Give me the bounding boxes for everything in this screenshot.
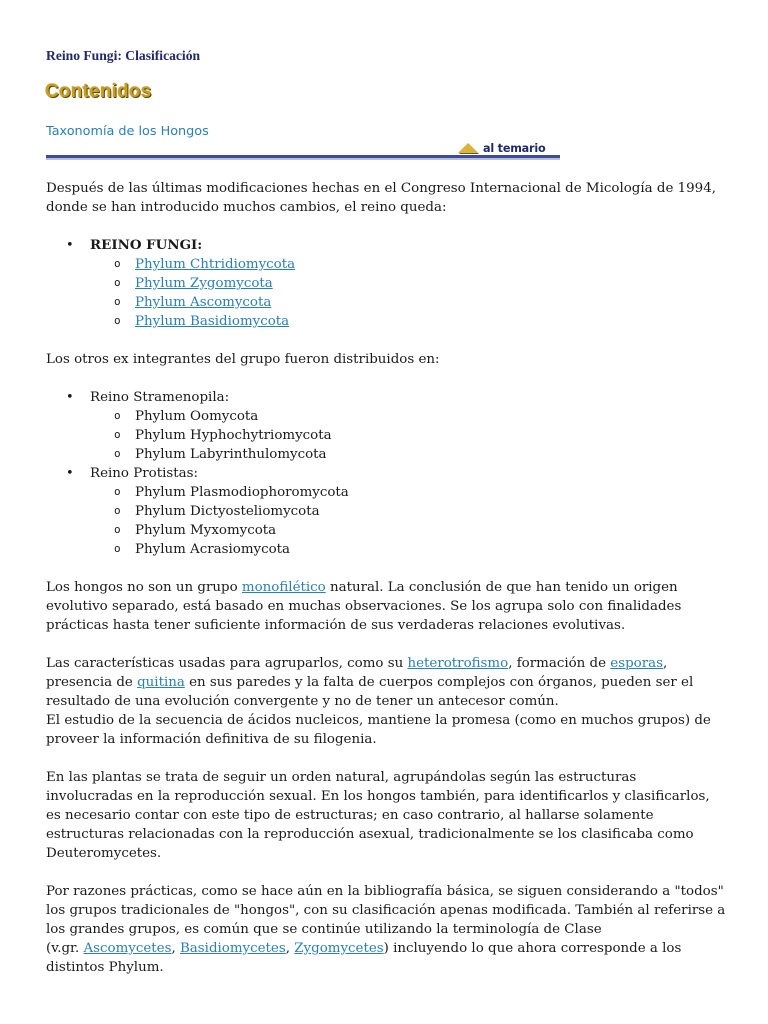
list-item (90, 274, 726, 293)
list-item (90, 255, 726, 274)
basidiomycetes-link[interactable]: Basidiomycetes (179, 941, 286, 956)
protistas-phyla-list (90, 483, 726, 559)
list-item (90, 312, 726, 331)
list-item (46, 388, 726, 464)
monofiletico-link[interactable]: monofilético (241, 580, 326, 595)
intro-paragraph: Después de las últimas modificaciones hechas en el Congreso Internacional de Micología de 1994, donde se han introducido muchos cambios, el reino queda: (46, 181, 716, 215)
phylum-ascomycota-link[interactable]: Phylum Ascomycota (135, 295, 272, 310)
reino-protistas-label: Reino Protistas: (90, 466, 198, 481)
caracteristicas-paragraph: Las características usadas para agruparlos, como su heterotrofismo, formación de esporas, presencia de quitina en sus paredes y la falta de cuerpos complejos con órganos, pueden ser el resultado de una evolución convergente y no de tener un antecesor común. El estudio de la secuencia de ácidos nucleicos, mantiene la promesa (como en muchos grupos) de proveer la información definitiva de su filogenia. (46, 656, 711, 747)
zygomycetes-link[interactable]: Zygomycetes (294, 941, 384, 956)
esporas-link[interactable]: esporas (610, 656, 663, 671)
list-item: o Phylum Acrasiomycota (90, 540, 726, 559)
document-body (46, 179, 726, 996)
quitina-link[interactable]: quitina (137, 675, 185, 690)
filogenia-sentence: El estudio de la secuencia de ácidos nucleicos, mantiene la promesa (como en muchos grupos) de proveer la información definitiva de su filogenia. (46, 713, 711, 747)
razones-practicas-paragraph: Por razones prácticas, como se hace aún en la bibliografía básica, se siguen considerando a "todos" los grupos tradicionales de "hongos", con su clasificación apenas modificada. También al referirse a los grandes grupos, es común que se continúe utilizando la terminología de Clase (v.gr. Ascomycetes, Basidiomycetes, Zygomycetes) incluyendo lo que ahora corresponde a los distintos Phylum. (46, 884, 726, 975)
fungi-phyla-list (90, 255, 726, 331)
list-item: o Phylum Myxomycota (90, 521, 726, 540)
list-item (90, 293, 726, 312)
fungi-list (46, 236, 726, 331)
monofiletico-paragraph: Los hongos no son un grupo monofilético natural. La conclusión de que han tenido un origen evolutivo separado, está basado en muchas observaciones. Se los agrupa solo con finalidades prácticas hasta tener suficiente información de sus verdaderas relaciones evolutivas. (46, 580, 682, 633)
phylum-chtridiomycota-link[interactable]: Phylum Chtridiomycota (135, 257, 296, 272)
stramenopila-phyla-list (90, 407, 726, 464)
phylum-zygomycota-link[interactable]: Phylum Zygomycota (135, 276, 273, 291)
ascomycetes-link[interactable]: Ascomycetes (83, 941, 172, 956)
header-divider-shadow (46, 158, 560, 160)
list-item (46, 236, 726, 331)
reino-fungi-label: REINO FUNGI: (90, 237, 203, 253)
list-item: o Phylum Labyrinthulomycota (90, 445, 726, 464)
al-temario-label: al temario (483, 141, 546, 155)
reino-stramenopila-label: Reino Stramenopila: (90, 390, 230, 405)
list-item: o Phylum Oomycota (90, 407, 726, 426)
phylum-basidiomycota-link[interactable]: Phylum Basidiomycota (135, 314, 290, 329)
list-item: o Phylum Dictyosteliomycota (90, 502, 726, 521)
contenidos-heading: Contenidos (45, 81, 152, 102)
al-temario-link[interactable] (458, 141, 545, 155)
list-item (46, 464, 726, 559)
taxonomia-subheading: Taxonomía de los Hongos (46, 124, 209, 139)
list-item: o Phylum Hyphochytriomycota (90, 426, 726, 445)
others-list (46, 388, 726, 559)
up-triangle-icon (458, 143, 478, 153)
heterotrofismo-link[interactable]: heterotrofismo (407, 656, 509, 671)
list-item: o Phylum Plasmodiophoromycota (90, 483, 726, 502)
document-title: Reino Fungi: Clasificación (46, 48, 201, 63)
plantas-paragraph: En las plantas se trata de seguir un orden natural, agrupándolas según las estructuras involucradas en la reproducción sexual. En los hongos también, para identificarlos y clasificarlos, es necesario contar con este tipo de estructuras; en caso contrario, al hallarse solamente estructuras relacionadas con la reproducción asexual, tradicionalmente se los clasificaba como Deuteromycetes. (46, 770, 710, 861)
others-intro-paragraph: Los otros ex integrantes del grupo fueron distribuidos en: (46, 352, 440, 367)
